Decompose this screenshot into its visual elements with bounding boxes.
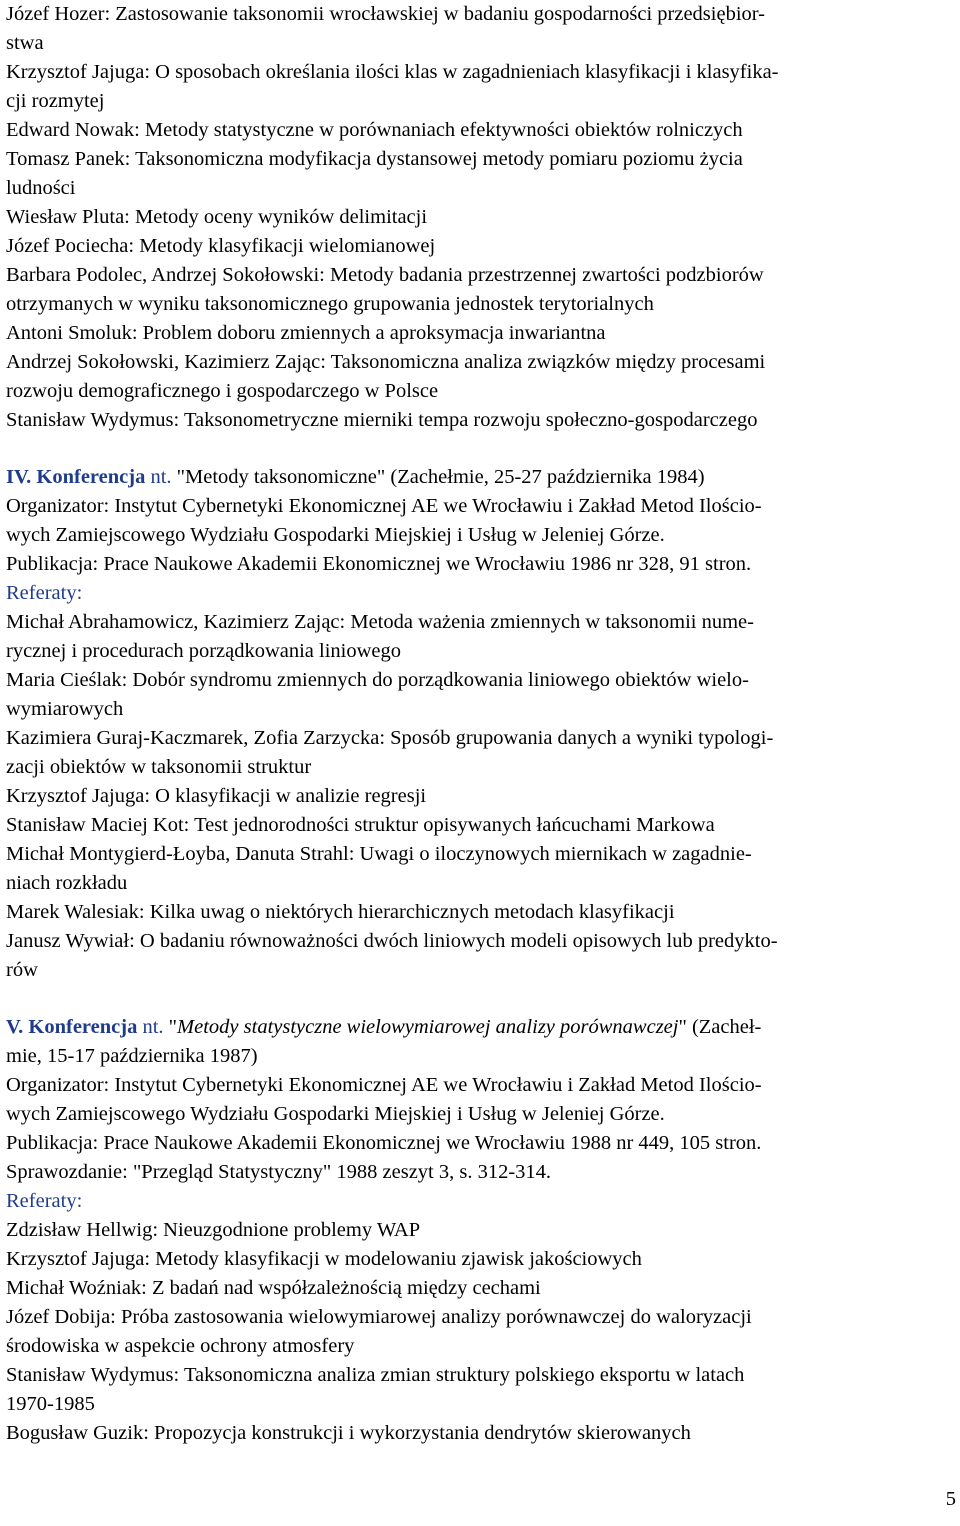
document-page — [6, 0, 956, 1448]
paper-line: Barbara Podolec, Andrzej Sokołowski: Metody badania przestrzennej zwartości podzbiorów — [6, 264, 764, 286]
publication-line: Publikacja: Prace Naukowe Akademii Ekonomicznej we Wrocławiu 1988 nr 449, 105 stron. — [6, 1132, 762, 1154]
paper-line: Wiesław Pluta: Metody oceny wyników delimitacji — [6, 206, 428, 228]
paper-line: rycznej i procedurach porządkowania liniowego — [6, 640, 402, 662]
organizer-line: wych Zamiejscowego Wydziału Gospodarki Miejskiej i Usług w Jeleniej Górze. — [6, 1103, 665, 1125]
conference-iv-heading — [6, 463, 956, 492]
paper-list-continued — [6, 0, 956, 435]
publication-line: Publikacja: Prace Naukowe Akademii Ekonomicznej we Wrocławiu 1986 nr 328, 91 stron. — [6, 553, 752, 575]
organizer-line: Organizator: Instytut Cybernetyki Ekonomicznej AE we Wrocławiu i Zakład Metod Ilościo- — [6, 495, 762, 517]
conference-iv-title: "Metody taksonomiczne" (Zachełmie, 25-27 października 1984) — [171, 466, 705, 488]
conference-v-nt: nt. — [142, 1016, 164, 1038]
paper-line: Kazimiera Guraj-Kaczmarek, Zofia Zarzycka: Sposób grupowania danych a wyniki typologi- — [6, 727, 774, 749]
conference-v-title-after: " (Zacheł- — [678, 1016, 762, 1038]
conference-v-date: mie, 15-17 października 1987) — [6, 1045, 258, 1067]
organizer-line: wych Zamiejscowego Wydziału Gospodarki Miejskiej i Usług w Jeleniej Górze. — [6, 524, 665, 546]
conference-iv-section — [6, 463, 956, 985]
paper-line: Stanisław Wydymus: Taksonometryczne mierniki tempa rozwoju społeczno-gospodarczego — [6, 409, 758, 431]
paper-line: Maria Cieślak: Dobór syndromu zmiennych do porządkowania liniowego obiektów wielo- — [6, 669, 749, 691]
paper-line: Bogusław Guzik: Propozycja konstrukcji i wykorzystania dendrytów skierowanych — [6, 1422, 691, 1444]
paper-line: Zdzisław Hellwig: Nieuzgodnione problemy WAP — [6, 1219, 421, 1241]
paper-line: Krzysztof Jajuga: O sposobach określania ilości klas w zagadnieniach klasyfikacji i klasyfika- — [6, 61, 779, 83]
conference-v-heading — [6, 1013, 956, 1042]
page-number: 5 — [945, 1488, 956, 1510]
paper-line: Antoni Smoluk: Problem doboru zmiennych a aproksymacja inwariantna — [6, 322, 606, 344]
paper-line: Marek Walesiak: Kilka uwag o niektórych hierarchicznych metodach klasyfikacji — [6, 901, 675, 923]
paper-line: Józef Pociecha: Metody klasyfikacji wielomianowej — [6, 235, 436, 257]
report-line: Sprawozdanie: "Przegląd Statystyczny" 1988 zeszyt 3, s. 312-314. — [6, 1161, 552, 1183]
paper-line: Michał Montygierd-Łoyba, Danuta Strahl: Uwagi o iloczynowych miernikach w zagadnie- — [6, 843, 752, 865]
paper-line: Józef Dobija: Próba zastosowania wielowymiarowej analizy porównawczej do waloryzacji — [6, 1306, 752, 1328]
paper-line: zacji obiektów w taksonomii struktur — [6, 756, 312, 778]
conference-iv-nt: nt. — [150, 466, 172, 488]
paper-line: niach rozkładu — [6, 872, 128, 894]
paper-line: Michał Abrahamowicz, Kazimierz Zając: Metoda ważenia zmiennych w taksonomii nume- — [6, 611, 754, 633]
paper-line: Stanisław Maciej Kot: Test jednorodności struktur opisywanych łańcuchami Markowa — [6, 814, 715, 836]
paper-line: Tomasz Panek: Taksonomiczna modyfikacja dystansowej metody pomiaru poziomu życia — [6, 148, 743, 170]
conference-v-quote-open: " — [163, 1016, 178, 1038]
paper-line: ludności — [6, 177, 76, 199]
paper-line: Michał Woźniak: Z badań nad współzależnością między cechami — [6, 1277, 541, 1299]
paper-line: wymiarowych — [6, 698, 124, 720]
paper-line: Józef Hozer: Zastosowanie taksonomii wrocławskiej w badaniu gospodarności przedsiębior- — [6, 3, 766, 25]
section-spacer — [6, 435, 956, 463]
paper-line: Krzysztof Jajuga: O klasyfikacji w analizie regresji — [6, 785, 427, 807]
paper-line: rozwoju demograficznego i gospodarczego w Polsce — [6, 380, 439, 402]
referaty-label: Referaty: — [6, 1190, 83, 1212]
section-spacer — [6, 985, 956, 1013]
paper-line: Edward Nowak: Metody statystyczne w porównaniach efektywności obiektów rolniczych — [6, 119, 743, 141]
paper-line: środowiska w aspekcie ochrony atmosfery — [6, 1335, 355, 1357]
conference-v-label: V. Konferencja — [6, 1016, 138, 1038]
referaty-label: Referaty: — [6, 582, 83, 604]
paper-line: rów — [6, 959, 38, 981]
paper-line: stwa — [6, 32, 44, 54]
paper-line: cji rozmytej — [6, 90, 105, 112]
paper-line: otrzymanych w wyniku taksonomicznego grupowania jednostek terytorialnych — [6, 293, 654, 315]
paper-line: 1970-1985 — [6, 1393, 95, 1415]
paper-line: Stanisław Wydymus: Taksonomiczna analiza zmian struktury polskiego eksportu w latach — [6, 1364, 745, 1386]
paper-line: Krzysztof Jajuga: Metody klasyfikacji w modelowaniu zjawisk jakościowych — [6, 1248, 642, 1270]
conference-iv-label: IV. Konferencja — [6, 466, 146, 488]
conference-v-section — [6, 1013, 956, 1448]
conference-v-title: Metody statystyczne wielowymiarowej analizy porównawczej — [177, 1016, 679, 1038]
organizer-line: Organizator: Instytut Cybernetyki Ekonomicznej AE we Wrocławiu i Zakład Metod Ilościo- — [6, 1074, 762, 1096]
paper-line: Janusz Wywiał: O badaniu równoważności dwóch liniowych modeli opisowych lub predykto- — [6, 930, 778, 952]
paper-line: Andrzej Sokołowski, Kazimierz Zając: Taksonomiczna analiza związków między procesami — [6, 351, 766, 373]
